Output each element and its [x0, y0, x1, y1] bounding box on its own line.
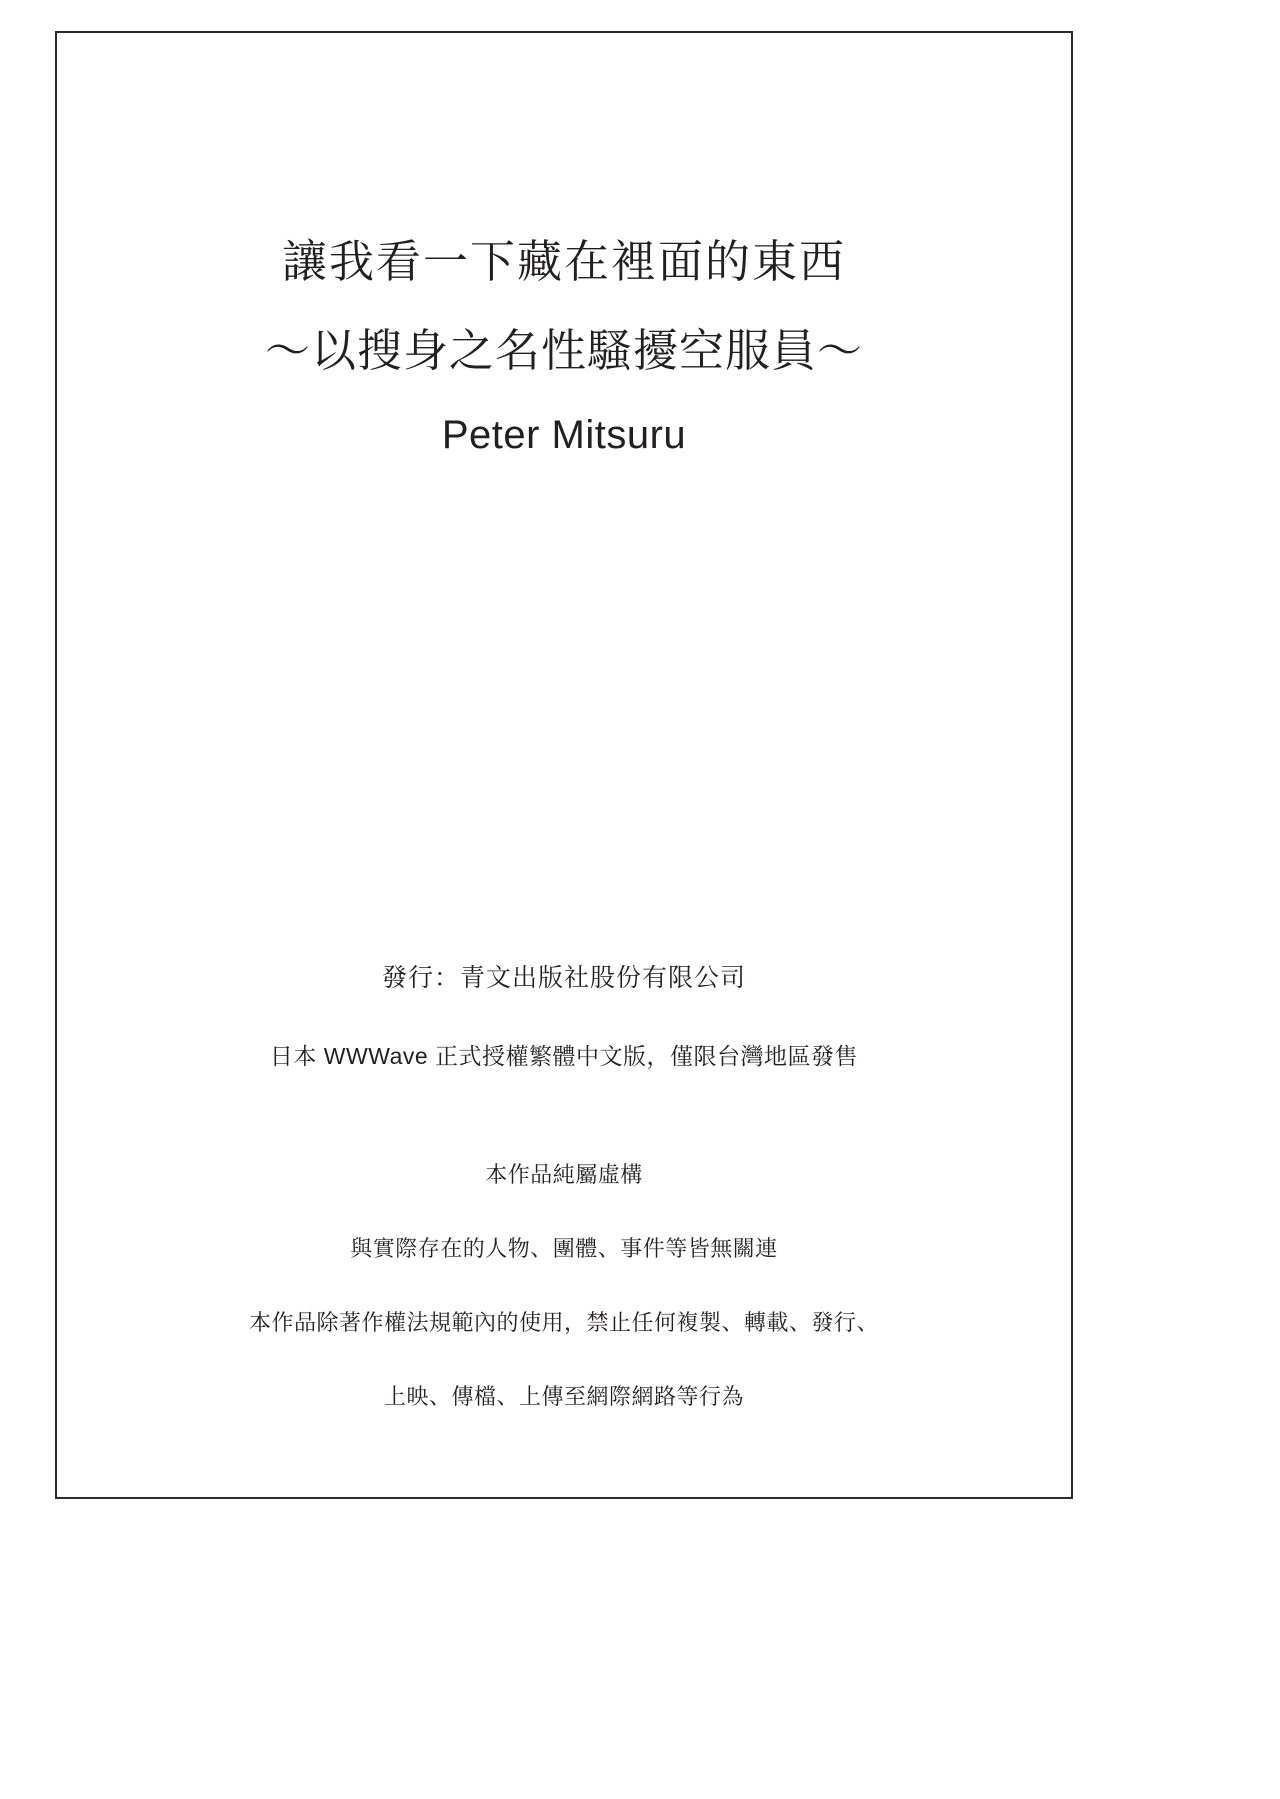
page-border-frame [55, 31, 1073, 1499]
disclaimer-line-1: 本作品純屬虛構 [485, 1162, 643, 1187]
disclaimer-line-3: 本作品除著作權法規範內的使用，禁止任何複製、轉載、發行、 [248, 1310, 879, 1335]
license-notice: 日本 WWWave 正式授權繁體中文版，僅限台灣地區發售 [269, 1043, 859, 1069]
title-block [57, 238, 1071, 457]
book-title-line-1: 讓我看一下藏在裡面的東西 [281, 236, 846, 287]
publisher-block [57, 958, 1071, 1071]
disclaimer-block [57, 1158, 1071, 1411]
author-name: Peter Mitsuru [441, 412, 687, 457]
page-content [57, 33, 1071, 1497]
disclaimer-line-4: 上映、傳檔、上傳至網際網路等行為 [383, 1384, 744, 1409]
disclaimer-line-2: 與實際存在的人物、團體、事件等皆無關連 [350, 1236, 778, 1261]
book-title-line-2: ～以搜身之名性騷擾空服員～ [264, 325, 863, 377]
publisher-name: 發行：青文出版社股份有限公司 [381, 964, 746, 992]
